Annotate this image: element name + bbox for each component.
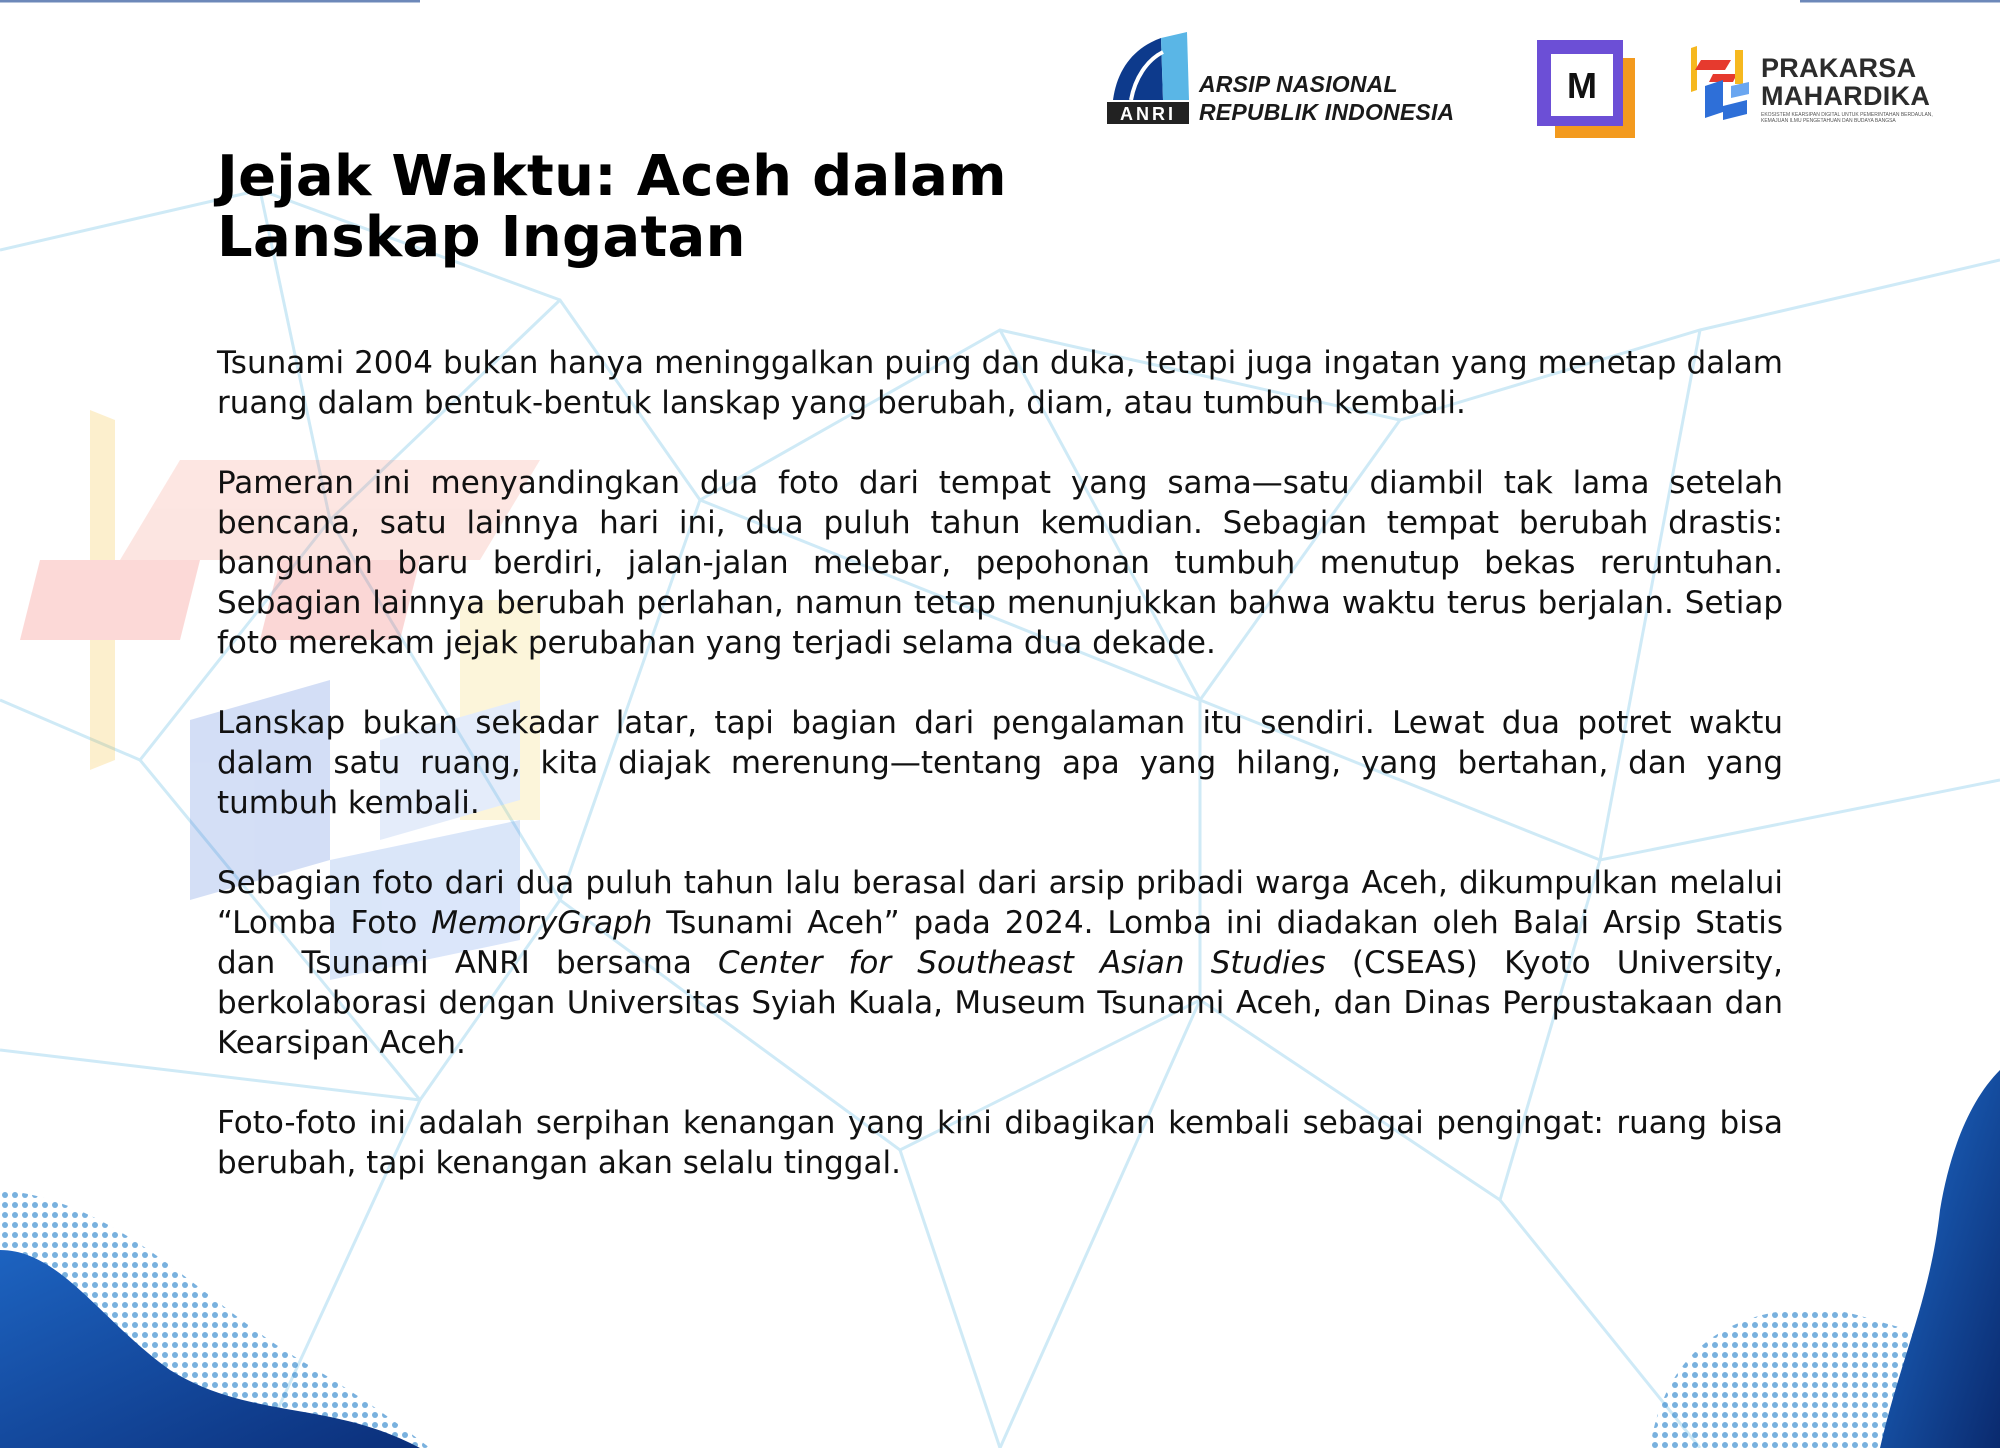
pm-tagline: EKOSISTEM KEARSIPAN DIGITAL UNTUK PEMERINTAHAN BERDAULAN, KEMAJUAN ILMU PENGETAHUAN DAN BUDAYA BANGSA [1761,112,1933,124]
paragraph-2: Pameran ini menyandingkan dua foto dari tempat yang sama—satu diambil tak lama setelah bencana, satu lainnya hari ini, dua puluh tahun kemudian. Sebagian tempat berubah drastis: bangunan baru berdiri, jalan-jalan melebar, pepohonan tumbuh menutup bekas reruntuhan. Sebagian lainnya berubah perlahan, namun tetap menunjukkan bahwa waktu terus berjalan. Setiap foto merekam jejak perubahan yang terjadi selama dua dekade. [217,465,1783,661]
pm-emblem-icon [1685,44,1757,124]
paragraph-3: Lanskap bukan sekadar latar, tapi bagian dari pengalaman itu sendiri. Lewat dua potret waktu dalam satu ruang, kita diajak merenung—tentang apa yang hilang, yang bertahan, dan yang tumbuh kembali. [217,705,1783,821]
pm-name [1761,54,1930,110]
anri-name [1199,70,1454,126]
anri-line-2: REPUBLIK INDONESIA [1199,99,1455,125]
m-square-icon [1535,38,1639,142]
body-text [217,343,1783,1183]
p4-text-a: Sebagian foto dari dua puluh tahun lalu berasal dari arsip pribadi warga Aceh, dikumpulkan melalui “Lomba Foto [217,865,1783,941]
anri-line-1: ARSIP NASIONAL [1199,71,1398,97]
paragraph-4 [217,863,1783,1063]
prakarsa-mahardika-logo [1685,44,1955,134]
anri-emblem-icon [1103,30,1193,126]
title-line-1: Jejak Waktu: Aceh dalam [217,144,1007,209]
anri-mark-text: ANRI [1120,104,1176,124]
title-line-2: Lanskap Ingatan [217,205,746,270]
m-letter: M [1567,65,1597,106]
wave-bottom-left [0,1190,430,1448]
paragraph-5: Foto-foto ini adalah serpihan kenangan yang kini dibagikan kembali sebagai pengingat: ruang bisa berubah, tapi kenangan akan selalu tinggal. [217,1105,1783,1181]
paragraph-1: Tsunami 2004 bukan hanya meninggalkan puing dan duka, tetapi juga ingatan yang menetap dalam ruang dalam bentuk-bentuk lanskap yang berubah, diam, atau tumbuh kembali. [217,345,1783,421]
p4-text-c: Tsunami Aceh” pada 2024. Lomba ini diadakan oleh Balai Arsip Statis dan Tsunami ANRI bersama [217,905,1783,981]
anri-logo [1103,30,1475,130]
p4-cseas-name: Center for Southeast Asian Studies [718,945,1326,981]
pm-line-1: PRAKARSA [1761,53,1917,83]
pm-line-2: MAHARDIKA [1761,81,1931,111]
p4-text-e: (CSEAS) Kyoto University, berkolaborasi dengan Universitas Syiah Kuala, Museum Tsunami Aceh, dan Dinas Perpustakaan dan Kearsipan Aceh. [217,945,1783,1061]
p4-memorygraph: MemoryGraph [431,905,653,941]
m-logo [1535,38,1639,142]
page-title [217,146,1217,268]
